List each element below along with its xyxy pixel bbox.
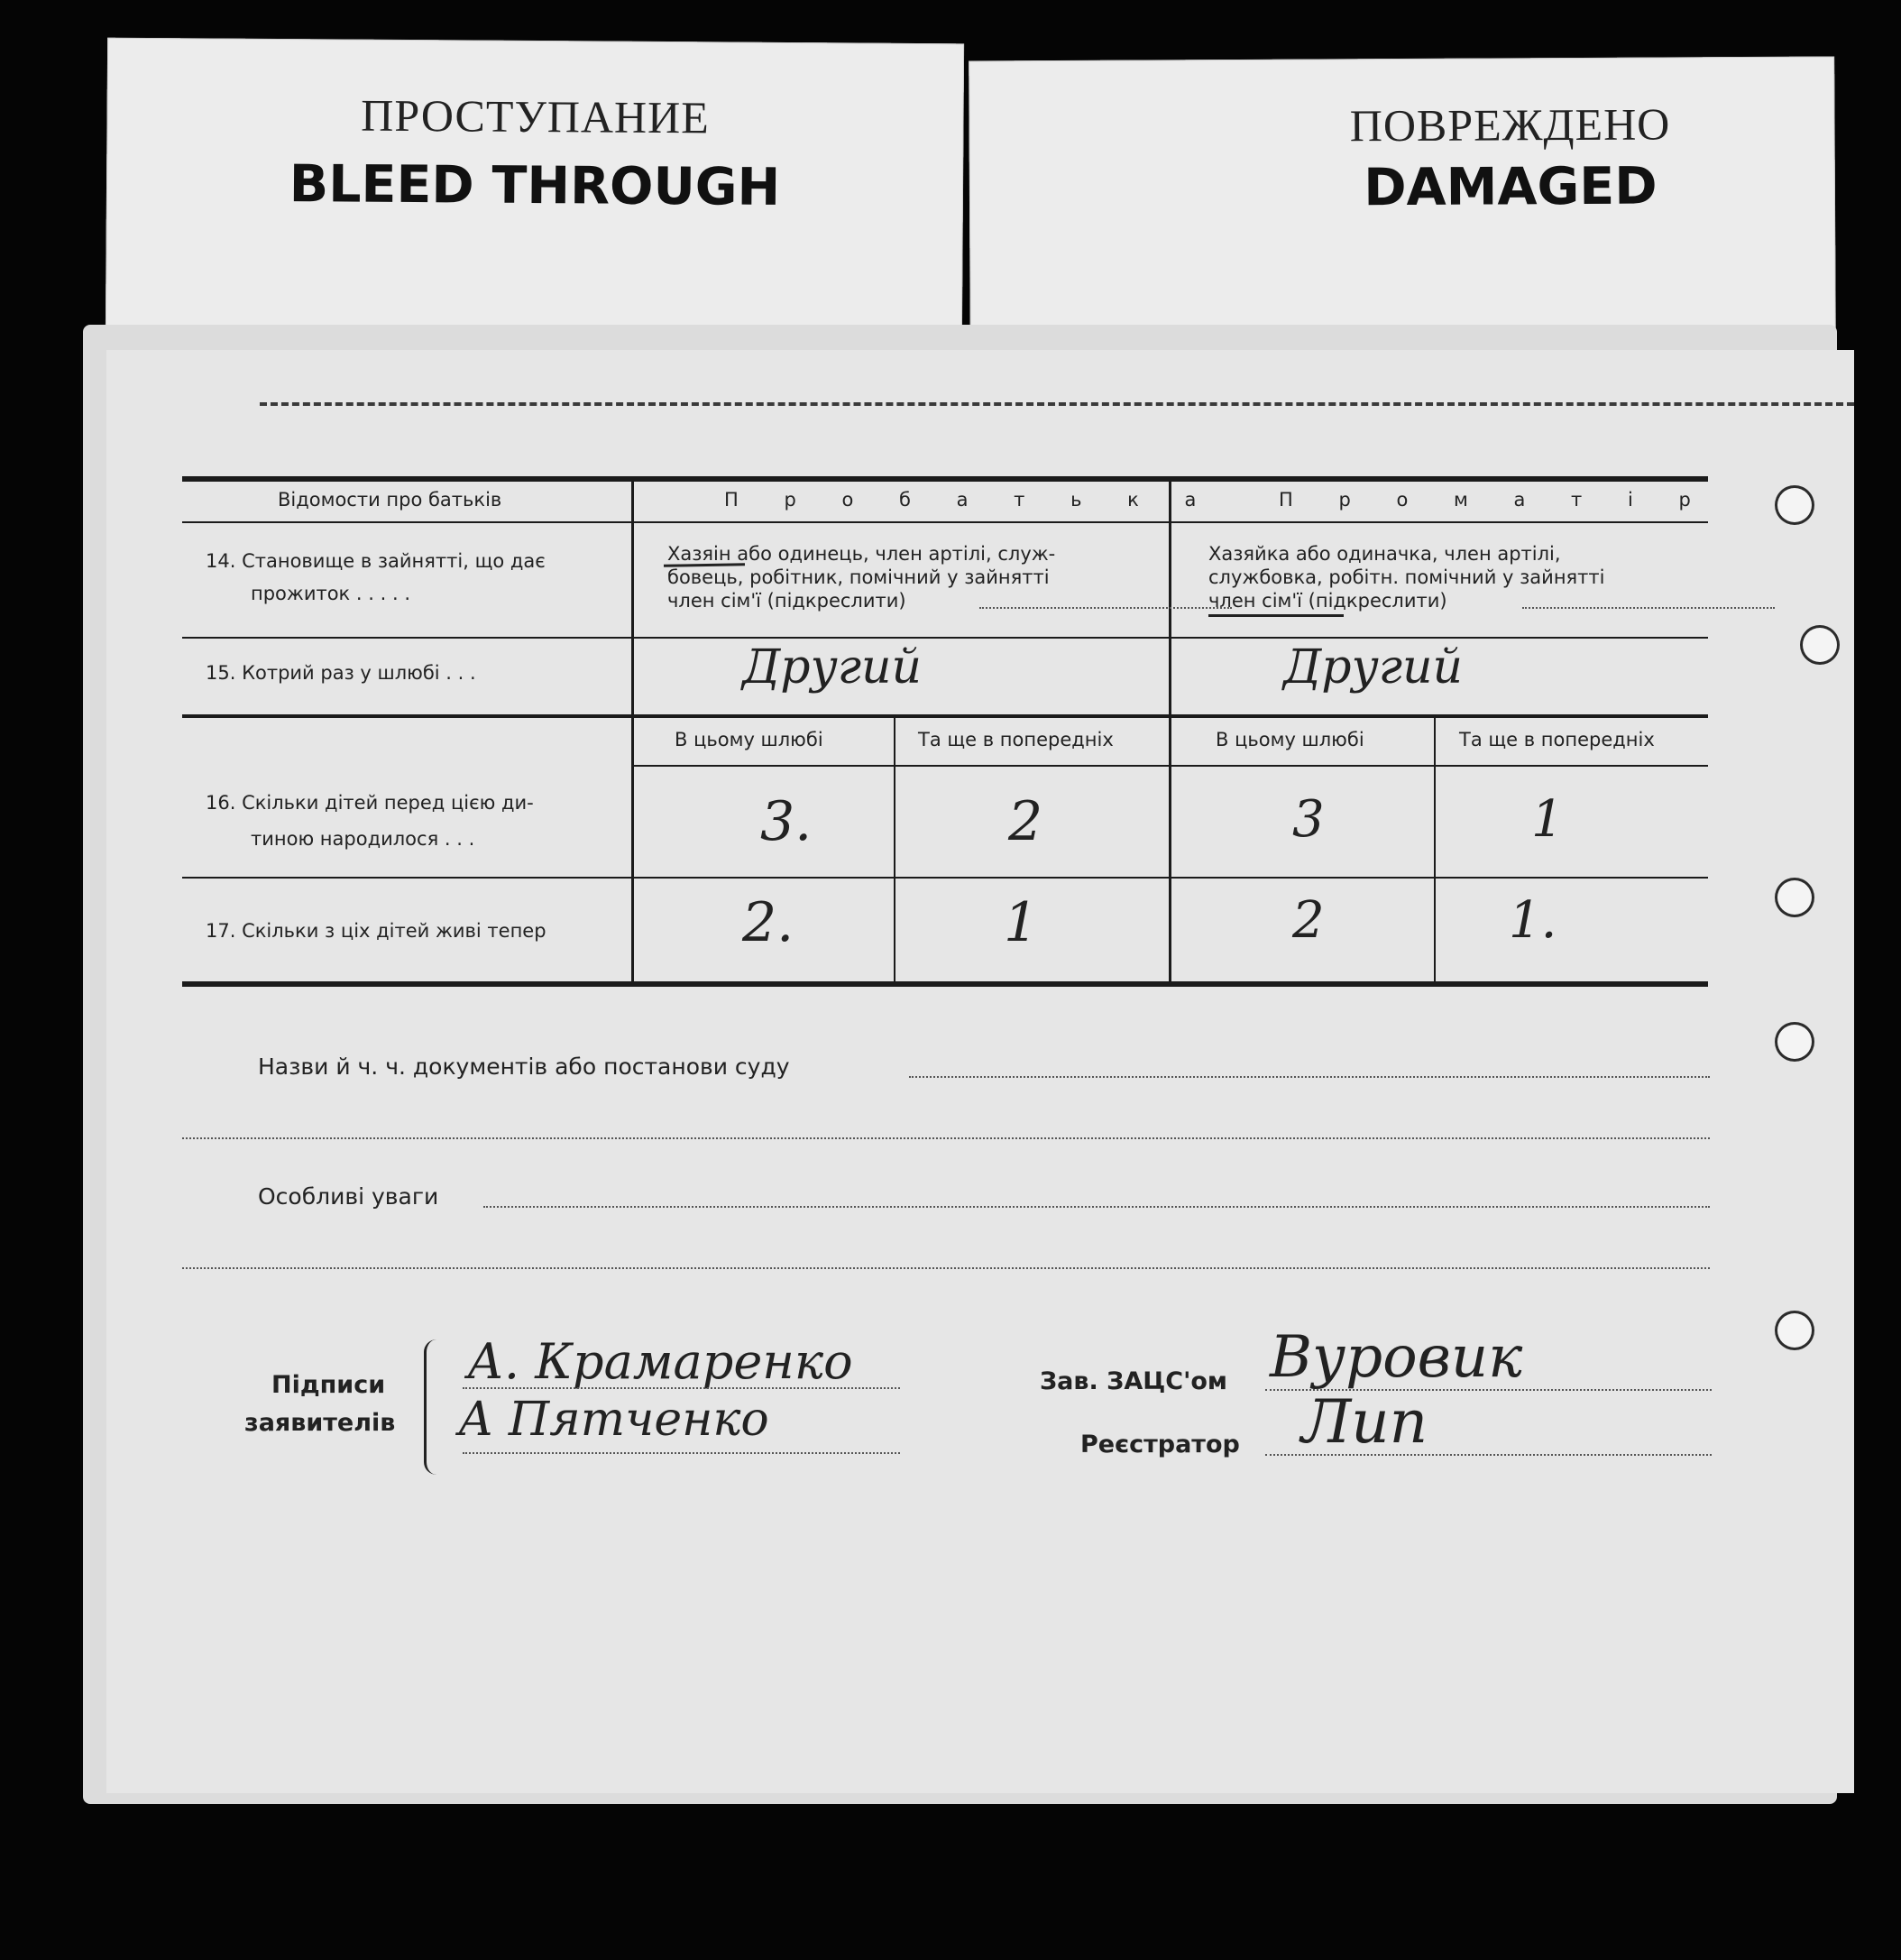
row16-father-previous: 2 — [1008, 790, 1043, 853]
damaged-ru-label: ПОВРЕЖДЕНО — [1349, 98, 1671, 152]
punch-hole — [1775, 1311, 1814, 1350]
subheader-mother-this-marriage: В цьому шлюбі — [1216, 729, 1364, 750]
row14-mother-dotline — [1522, 607, 1775, 609]
punch-hole — [1775, 878, 1814, 917]
row14-father-line2: бовець, робітник, помічний у зайнятті — [667, 566, 1050, 588]
row14-mother-line3: член сім'ї (підкреслити) — [1208, 590, 1447, 612]
signatures-label-line1: Підписи — [271, 1371, 386, 1399]
documents-label: Назви й ч. ч. документів або постанови суду — [258, 1054, 790, 1080]
punch-hole — [1800, 625, 1840, 665]
row14-mother-underline — [1208, 614, 1344, 617]
punch-hole — [1775, 1022, 1814, 1062]
row14-mother-line1: Хазяйка або одиначка, член артілі, — [1208, 543, 1561, 565]
perforation-line — [260, 402, 1854, 406]
row17-father-previous: 1 — [1004, 891, 1039, 954]
damaged-card — [969, 56, 1836, 349]
row16-mother-previous: 1 — [1531, 790, 1564, 849]
head-signature: Вуровик — [1270, 1324, 1523, 1391]
header-about-mother: П р о м а т і р — [1279, 489, 1711, 511]
bleed-through-en-label: BLEED THROUGH — [289, 154, 781, 217]
applicant2-signature: А Пятченко — [458, 1393, 769, 1447]
table-column-rule — [1169, 479, 1171, 984]
row14-mother-line2: службовка, робітн. помічний у зайнятті — [1208, 566, 1605, 588]
applicant2-dotline — [463, 1452, 900, 1454]
row16-label-line2: тиною народилося . . . — [251, 828, 475, 850]
row17-father-this: 2. — [742, 891, 794, 954]
row16-label-line1: 16. Скільки дітей перед цією ди- — [206, 792, 534, 814]
documents-dotline-2 — [182, 1137, 1710, 1139]
table-rule — [182, 877, 1708, 879]
remarks-dotline-2 — [182, 1267, 1710, 1269]
subheader-father-previous: Та ще в попередніх — [918, 729, 1114, 750]
row14-father-line1: Хазяін або одинець, член артілі, служ- — [667, 543, 1056, 565]
remarks-dotline — [483, 1206, 1710, 1208]
row17-label: 17. Скільки з ціх дітей живі тепер — [206, 920, 546, 942]
row15-label: 15. Котрий раз у шлюбі . . . — [206, 662, 476, 684]
row15-father-value: Другий — [742, 640, 922, 695]
header-about-father: П р о б а т ь к а — [724, 489, 1217, 511]
registrar-label: Реєстратор — [1080, 1431, 1240, 1458]
registrar-signature: Лип — [1301, 1387, 1428, 1457]
row15-mother-value: Другий — [1283, 640, 1463, 695]
applicant1-dotline — [463, 1387, 900, 1389]
signatures-label-line2: заявителів — [244, 1409, 396, 1437]
row17-mother-previous: 1. — [1509, 891, 1557, 950]
table-column-rule — [631, 479, 634, 984]
bleed-through-card — [106, 38, 964, 342]
signatures-brace — [424, 1339, 439, 1475]
documents-dotline — [909, 1076, 1710, 1078]
form-sheet — [106, 350, 1854, 1793]
row14-label-line2: прожиток . . . . . — [251, 583, 410, 604]
row14-label-line1: 14. Становище в зайнятті, що дає — [206, 550, 546, 572]
damaged-en-label: DAMAGED — [1364, 156, 1658, 218]
row14-father-dotline — [979, 607, 1232, 609]
punch-hole — [1775, 485, 1814, 525]
table-rule — [182, 521, 1708, 523]
table-column-rule — [1434, 718, 1436, 984]
table-rule — [182, 637, 1708, 639]
head-label: Зав. ЗАЦС'ом — [1040, 1367, 1227, 1395]
table-top-rule — [182, 476, 1708, 482]
table-bottom-rule — [182, 981, 1708, 987]
registrar-dotline — [1265, 1454, 1712, 1456]
table-column-rule — [894, 718, 895, 984]
applicant1-signature: А. Крамаренко — [467, 1333, 853, 1390]
row16-mother-this: 3 — [1292, 790, 1325, 849]
row17-mother-this: 2 — [1292, 891, 1325, 950]
row14-father-line3: член сім'ї (підкреслити) — [667, 590, 906, 612]
header-parents-info: Відомости про батьків — [278, 489, 502, 511]
bleed-through-ru-label: ПРОСТУПАНИЕ — [361, 89, 711, 143]
row16-father-this: 3. — [760, 790, 813, 853]
remarks-label: Особливі уваги — [258, 1183, 439, 1210]
table-rule — [182, 714, 1708, 718]
subheader-mother-previous: Та ще в попередніх — [1459, 729, 1655, 750]
subheader-father-this-marriage: В цьому шлюбі — [675, 729, 823, 750]
